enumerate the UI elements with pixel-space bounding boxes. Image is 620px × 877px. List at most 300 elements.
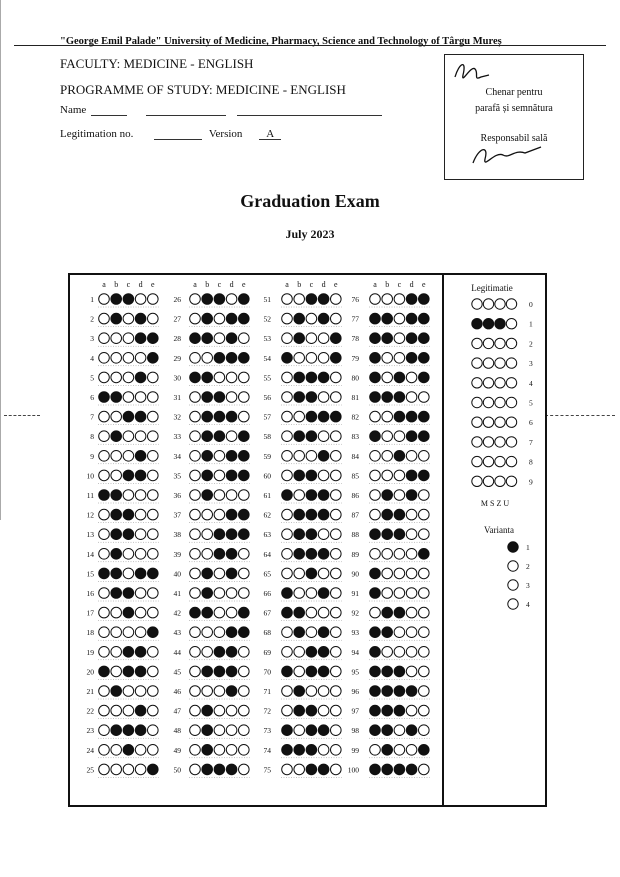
answer-bubble-q16-d bbox=[135, 588, 146, 599]
answer-bubble-q24-b bbox=[111, 745, 122, 756]
answer-bubble-q22-c bbox=[123, 705, 134, 716]
answer-bubble-q33-e bbox=[239, 431, 250, 442]
legitimation-digit-1: 1 bbox=[529, 319, 533, 329]
answer-bubble-q78-a bbox=[370, 333, 381, 344]
answer-bubble-q58-e bbox=[331, 431, 342, 442]
question-number-73: 73 bbox=[263, 726, 271, 736]
answer-bubble-q67-d bbox=[318, 607, 329, 618]
answer-bubble-q24-c bbox=[123, 745, 134, 756]
answer-bubble-q64-c bbox=[306, 549, 317, 560]
answer-bubble-q80-b bbox=[382, 372, 393, 383]
option-letter-3-d: d bbox=[321, 280, 326, 289]
answer-bubble-q76-c bbox=[394, 294, 405, 305]
answer-bubble-q70-a bbox=[282, 666, 293, 677]
question-number-24: 24 bbox=[86, 745, 94, 755]
question-number-84: 84 bbox=[351, 451, 359, 461]
answer-bubble-q94-c bbox=[394, 647, 405, 658]
legitimation-bubble-8-1 bbox=[472, 456, 482, 466]
answer-bubble-q95-c bbox=[394, 666, 405, 677]
answer-bubble-q71-c bbox=[306, 686, 317, 697]
answer-bubble-q94-e bbox=[419, 647, 430, 658]
answer-bubble-q69-b bbox=[294, 647, 305, 658]
question-number-16: 16 bbox=[86, 589, 94, 598]
answer-bubble-q63-a bbox=[282, 529, 293, 540]
option-letter-4-d: d bbox=[409, 280, 414, 289]
answer-bubble-q9-a bbox=[99, 451, 110, 462]
answer-bubble-q43-c bbox=[214, 627, 225, 638]
answer-bubble-q60-e bbox=[331, 470, 342, 481]
answer-bubble-q65-c bbox=[306, 568, 317, 579]
legitimation-bubble-6-1 bbox=[472, 417, 482, 427]
answer-bubble-q88-c bbox=[394, 529, 405, 540]
answer-bubble-q7-e bbox=[148, 411, 159, 422]
answer-bubble-q76-d bbox=[406, 294, 417, 305]
legitimation-bubble-7-1 bbox=[472, 437, 482, 447]
answer-bubble-q90-e bbox=[419, 568, 430, 579]
legitimation-bubble-3-4 bbox=[506, 358, 516, 368]
answer-bubble-q64-e bbox=[331, 549, 342, 560]
answer-bubble-q73-e bbox=[331, 725, 342, 736]
legitimation-bubble-2-3 bbox=[495, 338, 505, 348]
answer-bubble-q56-b bbox=[294, 392, 305, 403]
answer-bubble-q81-c bbox=[394, 392, 405, 403]
question-number-61: 61 bbox=[263, 491, 271, 500]
answer-bubble-q34-b bbox=[202, 451, 213, 462]
answer-bubble-q58-a bbox=[282, 431, 293, 442]
answer-bubble-q94-a bbox=[370, 647, 381, 658]
answer-bubble-q33-d bbox=[226, 431, 237, 442]
answer-bubble-q61-a bbox=[282, 490, 293, 501]
answer-bubble-q78-c bbox=[394, 333, 405, 344]
answer-bubble-q64-d bbox=[318, 549, 329, 560]
answer-bubble-q95-e bbox=[419, 666, 430, 677]
question-number-40: 40 bbox=[173, 569, 181, 579]
answer-bubble-q20-b bbox=[111, 666, 122, 677]
answer-bubble-q92-d bbox=[406, 607, 417, 618]
answer-bubble-q1-d bbox=[135, 294, 146, 305]
answer-bubble-q74-e bbox=[331, 745, 342, 756]
answer-bubble-q100-a bbox=[370, 764, 381, 775]
answer-bubble-q44-c bbox=[214, 647, 225, 658]
answer-bubble-q10-c bbox=[123, 470, 134, 481]
variant-bubble-1 bbox=[508, 542, 518, 552]
answer-bubble-q35-e bbox=[239, 470, 250, 481]
answer-bubble-q55-c bbox=[306, 372, 317, 383]
option-letter-1-e: e bbox=[151, 280, 155, 289]
answer-bubble-q61-d bbox=[318, 490, 329, 501]
answer-bubble-q95-d bbox=[406, 666, 417, 677]
answer-bubble-q53-a bbox=[282, 333, 293, 344]
answer-bubble-q87-e bbox=[419, 509, 430, 520]
answer-bubble-q26-e bbox=[239, 294, 250, 305]
answer-bubble-q47-b bbox=[202, 705, 213, 716]
answer-bubble-q60-a bbox=[282, 470, 293, 481]
answer-bubble-q14-b bbox=[111, 549, 122, 560]
answer-bubble-q55-a bbox=[282, 372, 293, 383]
answer-bubble-q34-d bbox=[226, 451, 237, 462]
answer-bubble-q86-b bbox=[382, 490, 393, 501]
answer-bubble-q89-b bbox=[382, 549, 393, 560]
legitimation-title: Legitimatie bbox=[471, 283, 513, 293]
answer-bubble-q51-c bbox=[306, 294, 317, 305]
answer-bubble-q58-d bbox=[318, 431, 329, 442]
question-number-97: 97 bbox=[351, 706, 359, 716]
option-letter-1-c: c bbox=[126, 280, 131, 289]
answer-bubble-q23-e bbox=[148, 725, 159, 736]
answer-bubble-q73-a bbox=[282, 725, 293, 736]
answer-bubble-q21-b bbox=[111, 686, 122, 697]
answer-bubble-q4-b bbox=[111, 353, 122, 364]
answer-bubble-q51-b bbox=[294, 294, 305, 305]
question-number-30: 30 bbox=[173, 373, 181, 383]
answer-bubble-q85-c bbox=[394, 470, 405, 481]
answer-bubble-q87-c bbox=[394, 509, 405, 520]
question-number-28: 28 bbox=[173, 334, 181, 344]
answer-bubble-q5-d bbox=[135, 372, 146, 383]
answer-bubble-q81-a bbox=[370, 392, 381, 403]
answer-bubble-q3-a bbox=[99, 333, 110, 344]
answer-bubble-q56-a bbox=[282, 392, 293, 403]
answer-bubble-q24-e bbox=[148, 745, 159, 756]
answer-bubble-q39-b bbox=[202, 549, 213, 560]
answer-bubble-q21-a bbox=[99, 686, 110, 697]
answer-bubble-q62-e bbox=[331, 509, 342, 520]
answer-bubble-q72-e bbox=[331, 705, 342, 716]
answer-bubble-q70-e bbox=[331, 666, 342, 677]
question-number-92: 92 bbox=[351, 608, 359, 618]
answer-bubble-q5-a bbox=[99, 372, 110, 383]
legitimation-bubble-8-2 bbox=[483, 456, 493, 466]
question-number-34: 34 bbox=[173, 451, 181, 461]
answer-bubble-q52-a bbox=[282, 313, 293, 324]
answer-bubble-q52-e bbox=[331, 313, 342, 324]
option-letter-4-c: c bbox=[397, 280, 402, 289]
question-number-13: 13 bbox=[86, 530, 94, 540]
answer-bubble-q86-e bbox=[419, 490, 430, 501]
answer-bubble-q95-a bbox=[370, 666, 381, 677]
legitimation-bubble-2-1 bbox=[472, 338, 482, 348]
variant-label-2: 2 bbox=[526, 562, 530, 571]
answer-bubble-q99-c bbox=[394, 745, 405, 756]
answer-bubble-q18-d bbox=[135, 627, 146, 638]
question-number-46: 46 bbox=[173, 687, 181, 696]
answer-bubble-q22-b bbox=[111, 705, 122, 716]
question-number-8: 8 bbox=[90, 432, 94, 442]
answer-bubble-q27-a bbox=[190, 313, 201, 324]
legitimation-bubble-4-1 bbox=[472, 378, 482, 388]
exam-date: July 2023 bbox=[285, 227, 335, 241]
question-number-64: 64 bbox=[263, 549, 271, 559]
answer-bubble-q12-c bbox=[123, 509, 134, 520]
answer-bubble-q67-a bbox=[282, 607, 293, 618]
answer-bubble-q80-a bbox=[370, 372, 381, 383]
answer-bubble-q96-c bbox=[394, 686, 405, 697]
answer-bubble-q19-a bbox=[99, 647, 110, 658]
variant-label-1: 1 bbox=[526, 543, 530, 552]
answer-bubble-q82-d bbox=[406, 411, 417, 422]
answer-bubble-q11-a bbox=[99, 490, 110, 501]
answer-bubble-q18-e bbox=[148, 627, 159, 638]
legitimation-bubble-7-3 bbox=[495, 437, 505, 447]
answer-bubble-q28-d bbox=[226, 333, 237, 344]
answer-bubble-q35-c bbox=[214, 470, 225, 481]
answer-bubble-q54-e bbox=[331, 353, 342, 364]
answer-bubble-q50-c bbox=[214, 764, 225, 775]
legitimation-digit-9: 9 bbox=[529, 477, 533, 487]
question-number-4: 4 bbox=[90, 353, 94, 363]
question-number-26: 26 bbox=[173, 295, 181, 304]
answer-bubble-q88-a bbox=[370, 529, 381, 540]
answer-bubble-q98-b bbox=[382, 725, 393, 736]
variant-bubble-3 bbox=[508, 580, 518, 590]
answer-bubble-q3-b bbox=[111, 333, 122, 344]
answer-bubble-q85-d bbox=[406, 470, 417, 481]
answer-bubble-q7-b bbox=[111, 411, 122, 422]
answer-bubble-q41-e bbox=[239, 588, 250, 599]
answer-bubble-q67-e bbox=[331, 607, 342, 618]
answer-bubble-q85-a bbox=[370, 470, 381, 481]
answer-bubble-q99-a bbox=[370, 745, 381, 756]
legitimation-digit-5: 5 bbox=[529, 398, 533, 408]
legitimation-bubble-4-4 bbox=[506, 378, 516, 388]
answer-bubble-q92-c bbox=[394, 607, 405, 618]
stamp-line-1: Chenar pentru bbox=[485, 87, 543, 98]
answer-bubble-q37-a bbox=[190, 509, 201, 520]
answer-bubble-q5-b bbox=[111, 372, 122, 383]
answer-bubble-q29-e bbox=[239, 353, 250, 364]
answer-bubble-q36-b bbox=[202, 490, 213, 501]
answer-bubble-q91-b bbox=[382, 588, 393, 599]
answer-bubble-q1-c bbox=[123, 294, 134, 305]
question-number-14: 14 bbox=[86, 549, 94, 559]
legitimation-bubble-2-2 bbox=[483, 338, 493, 348]
answer-bubble-q17-a bbox=[99, 607, 110, 618]
question-number-38: 38 bbox=[173, 530, 181, 540]
answer-bubble-q22-d bbox=[135, 705, 146, 716]
question-number-19: 19 bbox=[86, 647, 94, 657]
legitimation-bubble-3-2 bbox=[483, 358, 493, 368]
answer-bubble-q72-a bbox=[282, 705, 293, 716]
legitimation-bubble-1-2 bbox=[483, 319, 493, 329]
answer-bubble-q82-a bbox=[370, 411, 381, 422]
answer-bubble-q25-b bbox=[111, 764, 122, 775]
answer-bubble-q41-b bbox=[202, 588, 213, 599]
answer-bubble-q5-e bbox=[148, 372, 159, 383]
answer-bubble-q62-c bbox=[306, 509, 317, 520]
answer-bubble-q23-d bbox=[135, 725, 146, 736]
legitimation-bubble-5-3 bbox=[495, 397, 505, 407]
answer-bubble-q28-b bbox=[202, 333, 213, 344]
answer-bubble-q57-b bbox=[294, 411, 305, 422]
question-number-27: 27 bbox=[173, 314, 181, 324]
answer-bubble-q8-c bbox=[123, 431, 134, 442]
answer-bubble-q88-e bbox=[419, 529, 430, 540]
answer-bubble-q65-e bbox=[331, 568, 342, 579]
answer-bubble-q87-b bbox=[382, 509, 393, 520]
answer-bubble-q64-b bbox=[294, 549, 305, 560]
answer-bubble-q99-e bbox=[419, 745, 430, 756]
answer-bubble-q51-a bbox=[282, 294, 293, 305]
answer-bubble-q13-b bbox=[111, 529, 122, 540]
answer-bubble-q78-b bbox=[382, 333, 393, 344]
answer-bubble-q95-b bbox=[382, 666, 393, 677]
answer-bubble-q42-c bbox=[214, 607, 225, 618]
answer-bubble-q20-c bbox=[123, 666, 134, 677]
answer-bubble-q91-d bbox=[406, 588, 417, 599]
answer-bubble-q55-e bbox=[331, 372, 342, 383]
answer-bubble-q81-d bbox=[406, 392, 417, 403]
answer-bubble-q30-e bbox=[239, 372, 250, 383]
answer-bubble-q74-d bbox=[318, 745, 329, 756]
answer-bubble-q77-c bbox=[394, 313, 405, 324]
stamp-line-2: parafă și semnătura bbox=[475, 103, 553, 114]
answer-bubble-q53-c bbox=[306, 333, 317, 344]
answer-bubble-q60-c bbox=[306, 470, 317, 481]
answer-bubble-q54-a bbox=[282, 353, 293, 364]
question-number-69: 69 bbox=[263, 647, 271, 657]
question-number-62: 62 bbox=[263, 510, 271, 520]
answer-bubble-q76-e bbox=[419, 294, 430, 305]
question-number-77: 77 bbox=[351, 314, 359, 324]
answer-bubble-q4-e bbox=[148, 353, 159, 364]
legitimation-bubble-1-4 bbox=[506, 319, 516, 329]
legitimation-digit-0: 0 bbox=[529, 300, 533, 309]
question-number-76: 76 bbox=[351, 295, 359, 304]
question-number-6: 6 bbox=[90, 393, 94, 402]
answer-bubble-q9-e bbox=[148, 451, 159, 462]
legitimation-bubble-6-2 bbox=[483, 417, 493, 427]
answer-bubble-q44-b bbox=[202, 647, 213, 658]
answer-bubble-q71-b bbox=[294, 686, 305, 697]
option-letter-3-c: c bbox=[309, 280, 314, 289]
answer-bubble-q32-e bbox=[239, 411, 250, 422]
question-number-17: 17 bbox=[86, 608, 94, 618]
answer-bubble-q72-c bbox=[306, 705, 317, 716]
answer-bubble-q6-d bbox=[135, 392, 146, 403]
answer-bubble-q96-a bbox=[370, 686, 381, 697]
answer-bubble-q9-d bbox=[135, 451, 146, 462]
answer-bubble-q57-c bbox=[306, 411, 317, 422]
answer-bubble-q56-e bbox=[331, 392, 342, 403]
answer-bubble-q59-b bbox=[294, 451, 305, 462]
answer-bubble-q70-d bbox=[318, 666, 329, 677]
answer-bubble-q90-b bbox=[382, 568, 393, 579]
answer-bubble-q92-e bbox=[419, 607, 430, 618]
answer-bubble-q3-c bbox=[123, 333, 134, 344]
variant-bubble-4 bbox=[508, 599, 518, 609]
answer-bubble-q94-b bbox=[382, 647, 393, 658]
question-number-81: 81 bbox=[351, 393, 359, 402]
answer-bubble-q84-e bbox=[419, 451, 430, 462]
answer-bubble-q69-a bbox=[282, 647, 293, 658]
answer-bubble-q52-d bbox=[318, 313, 329, 324]
answer-bubble-q82-b bbox=[382, 411, 393, 422]
option-letter-2-a: a bbox=[193, 280, 197, 289]
answer-bubble-q14-e bbox=[148, 549, 159, 560]
legitimation-bubble-9-2 bbox=[483, 476, 493, 486]
answer-bubble-q20-d bbox=[135, 666, 146, 677]
question-number-70: 70 bbox=[263, 667, 271, 677]
answer-bubble-q80-c bbox=[394, 372, 405, 383]
answer-bubble-q25-a bbox=[99, 764, 110, 775]
answer-bubble-q54-b bbox=[294, 353, 305, 364]
answer-bubble-q8-d bbox=[135, 431, 146, 442]
answer-bubble-q91-c bbox=[394, 588, 405, 599]
question-number-80: 80 bbox=[351, 373, 359, 383]
answer-bubble-q76-b bbox=[382, 294, 393, 305]
answer-bubble-q67-c bbox=[306, 607, 317, 618]
answer-bubble-q48-a bbox=[190, 725, 201, 736]
answer-bubble-q12-a bbox=[99, 509, 110, 520]
answer-bubble-q75-d bbox=[318, 764, 329, 775]
answer-bubble-q26-c bbox=[214, 294, 225, 305]
question-number-12: 12 bbox=[86, 510, 94, 520]
answer-bubble-q31-d bbox=[226, 392, 237, 403]
answer-bubble-q74-a bbox=[282, 745, 293, 756]
question-number-95: 95 bbox=[351, 667, 359, 677]
answer-bubble-q57-e bbox=[331, 411, 342, 422]
answer-bubble-q10-b bbox=[111, 470, 122, 481]
question-number-36: 36 bbox=[173, 491, 181, 500]
answer-bubble-q15-c bbox=[123, 568, 134, 579]
answer-bubble-q4-d bbox=[135, 353, 146, 364]
answer-bubble-q19-c bbox=[123, 647, 134, 658]
answer-bubble-q30-c bbox=[214, 372, 225, 383]
answer-bubble-q16-e bbox=[148, 588, 159, 599]
answer-bubble-q91-a bbox=[370, 588, 381, 599]
answer-bubble-q97-b bbox=[382, 705, 393, 716]
answer-bubble-q70-b bbox=[294, 666, 305, 677]
question-number-11: 11 bbox=[86, 491, 94, 500]
answer-bubble-q19-b bbox=[111, 647, 122, 658]
option-letter-4-b: b bbox=[385, 280, 390, 289]
answer-bubble-q27-c bbox=[214, 313, 225, 324]
answer-bubble-q68-b bbox=[294, 627, 305, 638]
legitimation-bubble-5-4 bbox=[506, 397, 516, 407]
answer-bubble-q64-a bbox=[282, 549, 293, 560]
answer-bubble-q12-e bbox=[148, 509, 159, 520]
answer-bubble-q100-c bbox=[394, 764, 405, 775]
answer-bubble-q32-a bbox=[190, 411, 201, 422]
answer-bubble-q22-a bbox=[99, 705, 110, 716]
answer-bubble-q2-b bbox=[111, 313, 122, 324]
answer-bubble-q83-d bbox=[406, 431, 417, 442]
question-number-35: 35 bbox=[173, 471, 181, 481]
answer-bubble-q45-e bbox=[239, 666, 250, 677]
answer-bubble-q15-b bbox=[111, 568, 122, 579]
answer-bubble-q83-a bbox=[370, 431, 381, 442]
option-letter-2-e: e bbox=[242, 280, 246, 289]
answer-bubble-q34-c bbox=[214, 451, 225, 462]
legitimation-bubble-0-1 bbox=[472, 299, 482, 309]
answer-bubble-q24-d bbox=[135, 745, 146, 756]
question-number-2: 2 bbox=[90, 314, 94, 324]
answer-bubble-q2-d bbox=[135, 313, 146, 324]
answer-bubble-q18-b bbox=[111, 627, 122, 638]
answer-bubble-q69-e bbox=[331, 647, 342, 658]
question-number-45: 45 bbox=[173, 667, 181, 677]
answer-bubble-q66-c bbox=[306, 588, 317, 599]
answer-bubble-q48-d bbox=[226, 725, 237, 736]
answer-bubble-q8-a bbox=[99, 431, 110, 442]
answer-bubble-q23-b bbox=[111, 725, 122, 736]
answer-bubble-q56-c bbox=[306, 392, 317, 403]
answer-bubble-q63-e bbox=[331, 529, 342, 540]
answer-bubble-q11-b bbox=[111, 490, 122, 501]
answer-bubble-q3-e bbox=[148, 333, 159, 344]
answer-bubble-q8-e bbox=[148, 431, 159, 442]
answer-bubble-q24-a bbox=[99, 745, 110, 756]
